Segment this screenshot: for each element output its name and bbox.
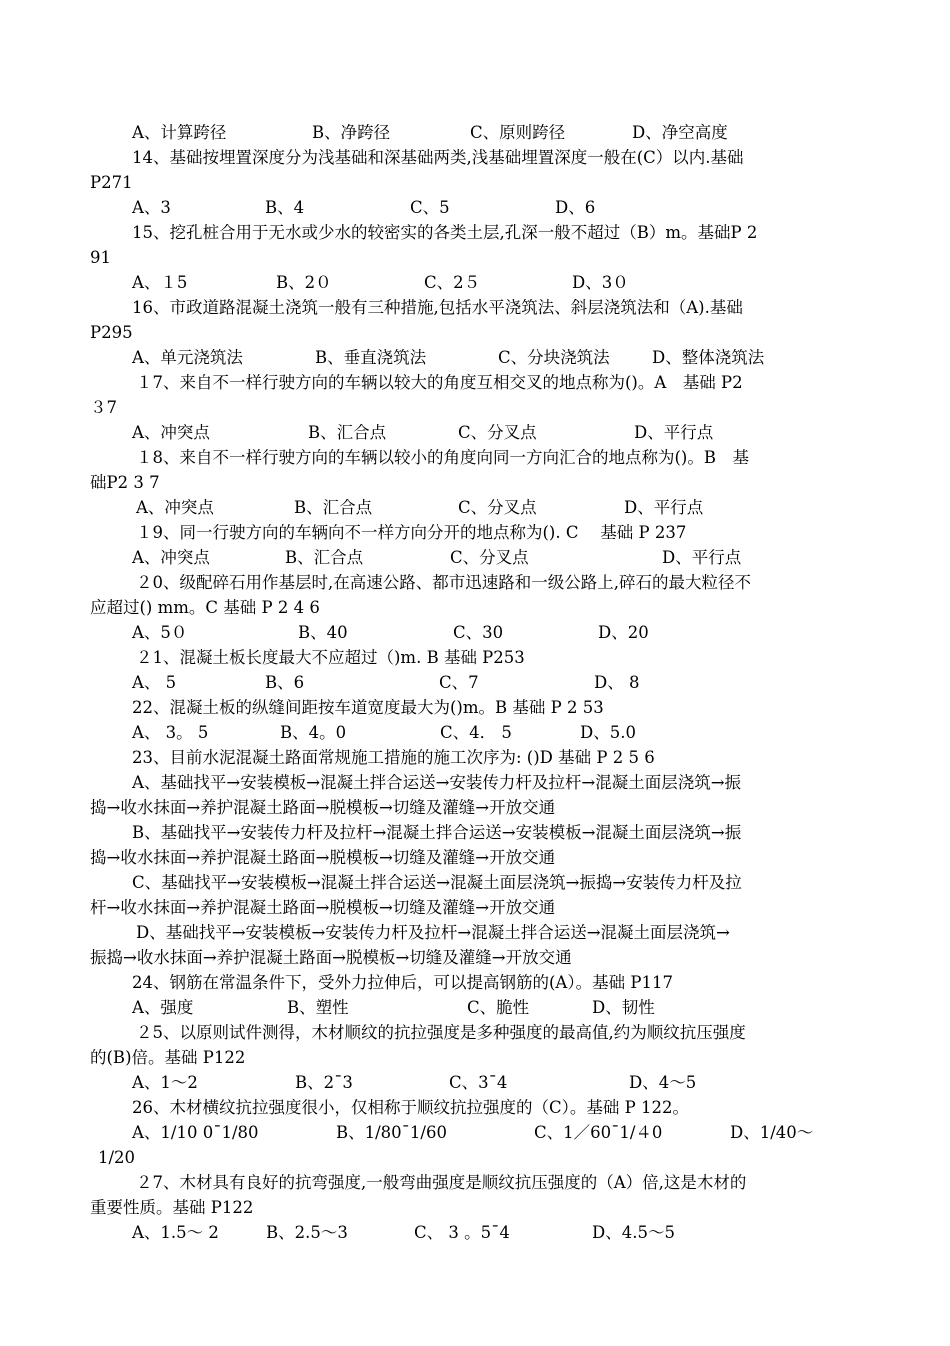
option-b: B、塑性 [287, 998, 349, 1017]
option-c: C、5 [410, 198, 450, 217]
option-a: A、 5 [132, 673, 177, 692]
q26-text: 26、木材横纹抗拉强度很小，仅相称于顺纹抗拉强度的（C）。基础 P 122。 [132, 1098, 689, 1117]
q27-options [90, 1220, 860, 1245]
q17-options [90, 420, 860, 445]
option-b: B、4 [265, 198, 305, 217]
option-c: C、1／60¯1/４0 [534, 1123, 663, 1142]
option-a: A、冲突点 [136, 498, 214, 517]
q13-options [90, 120, 860, 145]
q26-options [90, 1120, 860, 1145]
option-d: D、平行点 [624, 498, 704, 517]
q16-options [90, 345, 860, 370]
option-d: D、6 [555, 198, 596, 217]
q23-option-d: D、基础找平→安装模板→安装传力杆及拉杆→混凝土拌合运送→混凝土面层浇筑→ [136, 923, 730, 942]
option-d: D、5.0 [580, 723, 636, 742]
q23-option-c-cont: 杆→收水抹面→养护混凝土路面→脱模板→切缝及灌缝→开放交通 [90, 898, 556, 917]
q17-text-cont: ３7 [90, 398, 117, 417]
q17-text: １7、来自不一样行驶方向的车辆以较大的角度互相交叉的地点称为()。A 基础 P2 [136, 373, 743, 392]
q26-option-d-cont: 1/20 [98, 1148, 136, 1167]
option-d: D、20 [598, 623, 649, 642]
q18-text: １8、来自不一样行驶方向的车辆以较小的角度向同一方向汇合的地点称为()。B 基 [136, 448, 749, 467]
q22-options [90, 720, 860, 745]
option-c: C、分叉点 [450, 548, 529, 567]
q25-text: ２5、以原则试件测得，木材顺纹的抗拉强度是多种强度的最高值,约为顺纹抗压强度 [136, 1023, 746, 1042]
option-a: A、冲突点 [132, 423, 210, 442]
option-c: C、2５ [424, 273, 481, 292]
option-d: D、净空高度 [632, 123, 728, 142]
option-a: A、冲突点 [132, 548, 210, 567]
option-c: C、分叉点 [458, 423, 537, 442]
option-c: C、分块浇筑法 [498, 348, 610, 367]
option-a: A、5０ [132, 623, 188, 642]
q14-text-cont: P271 [90, 173, 133, 192]
q21-options [90, 670, 860, 695]
option-b: B、2.5～3 [266, 1223, 348, 1242]
option-d: D、韧性 [592, 998, 655, 1017]
q18-options [90, 495, 860, 520]
q23-option-a-cont: 捣→收水抹面→养护混凝土路面→脱模板→切缝及灌缝→开放交通 [90, 798, 556, 817]
q27-text: ２7、木材具有良好的抗弯强度,一般弯曲强度是顺纹抗压强度的（A）倍,这是木材的 [136, 1173, 747, 1192]
option-d: D、整体浇筑法 [652, 348, 765, 367]
option-c: C、4． 5 [440, 723, 512, 742]
option-c: C、脆性 [467, 998, 530, 1017]
option-c: C、原则跨径 [470, 123, 566, 142]
option-b: B、2０ [276, 273, 332, 292]
q16-text: 16、市政道路混凝土浇筑一般有三种措施,包括水平浇筑法、斜层浇筑法和（A).基础 [132, 298, 743, 317]
q25-text-cont: 的(B)倍。基础 P122 [90, 1048, 246, 1067]
option-b: B、垂直浇筑法 [315, 348, 427, 367]
q23-option-d-cont: 振捣→收水抹面→养护混凝土路面→脱模板→切缝及灌缝→开放交通 [90, 948, 572, 967]
q24-text: 24、钢筋在常温条件下，受外力拉伸后，可以提高钢筋的(A）。基础 P117 [132, 973, 673, 992]
option-c: C、分叉点 [458, 498, 537, 517]
option-b: B、汇合点 [308, 423, 387, 442]
q16-text-cont: P295 [90, 323, 133, 342]
option-d: D、1/40～ [730, 1123, 814, 1142]
option-b: B、2¯3 [295, 1073, 353, 1092]
q25-options [90, 1070, 860, 1095]
q23-option-a: A、基础找平→安装模板→混凝土拌合运送→安装传力杆及拉杆→混凝土面层浇筑→振 [132, 773, 742, 792]
option-b: B、汇合点 [294, 498, 373, 517]
option-c: C、7 [439, 673, 479, 692]
option-a: A、计算跨径 [132, 123, 227, 142]
option-d: D、4.5～5 [592, 1223, 675, 1242]
option-a: A、1.5～ 2 [132, 1223, 219, 1242]
q24-options [90, 995, 860, 1020]
option-c: C、 3 。5¯4 [414, 1223, 510, 1242]
document-body [90, 120, 860, 1245]
q18-text-cont: 础P2 3 7 [90, 473, 160, 492]
q19-text: １9、同一行驶方向的车辆向不一样方向分开的地点称为(). C 基础 P 237 [136, 523, 687, 542]
option-b: B、4。0 [280, 723, 347, 742]
option-c: C、3¯4 [449, 1073, 508, 1092]
option-b: B、汇合点 [285, 548, 364, 567]
q20-options [90, 620, 860, 645]
option-a: A、1/10 0¯1/80 [132, 1123, 259, 1142]
option-a: A、 3。 5 [132, 723, 209, 742]
q15-options [90, 270, 860, 295]
option-d: D、平行点 [634, 423, 714, 442]
option-a: A、强度 [132, 998, 194, 1017]
q15-text-cont: 91 [90, 248, 111, 267]
q14-text: 14、基础按埋置深度分为浅基础和深基础两类,浅基础埋置深度一般在(C）以内.基础 [132, 148, 744, 167]
option-a: A、1～2 [132, 1073, 198, 1092]
q23-option-c: C、基础找平→安装模板→混凝土拌合运送→混凝土面层浇筑→振捣→安装传力杆及拉 [132, 873, 742, 892]
option-a: A、１5 [132, 273, 188, 292]
option-a: A、单元浇筑法 [132, 348, 243, 367]
q15-text: 15、挖孔桩合用于无水或少水的较密实的各类土层,孔深一般不超过（B）m。基础P 2 [132, 223, 758, 242]
q23-option-b: B、基础找平→安装传力杆及拉杆→混凝土拌合运送→安装模板→混凝土面层浇筑→振 [132, 823, 742, 842]
option-b: B、净跨径 [312, 123, 391, 142]
q22-text: 22、混凝土板的纵缝间距按车道宽度最大为()m。B 基础 P 2 53 [132, 698, 604, 717]
option-d: D、4～5 [629, 1073, 697, 1092]
q19-options [90, 545, 860, 570]
option-d: D、平行点 [662, 548, 742, 567]
option-c: C、30 [453, 623, 504, 642]
q21-text: ２1、混凝土板长度最大不应超过（)m. B 基础 P253 [136, 648, 525, 667]
q20-text: ２0、级配碎石用作基层时,在高速公路、都市迅速路和一级公路上,碎石的最大粒径不 [136, 573, 751, 592]
q20-text-cont: 应超过() mm。C 基础 P 2 4 6 [90, 598, 320, 617]
option-b: B、6 [265, 673, 305, 692]
q23-text: 23、目前水泥混凝土路面常规施工措施的施工次序为: ()D 基础 P 2 5 6 [132, 748, 655, 767]
option-d: D、 8 [594, 673, 640, 692]
q14-options [90, 195, 860, 220]
option-b: B、40 [298, 623, 348, 642]
option-b: B、1/80¯1/60 [336, 1123, 447, 1142]
q27-text-cont: 重要性质。基础 P122 [90, 1198, 254, 1217]
option-a: A、3 [132, 198, 171, 217]
q23-option-b-cont: 捣→收水抹面→养护混凝土路面→脱模板→切缝及灌缝→开放交通 [90, 848, 556, 867]
option-d: D、3０ [572, 273, 629, 292]
